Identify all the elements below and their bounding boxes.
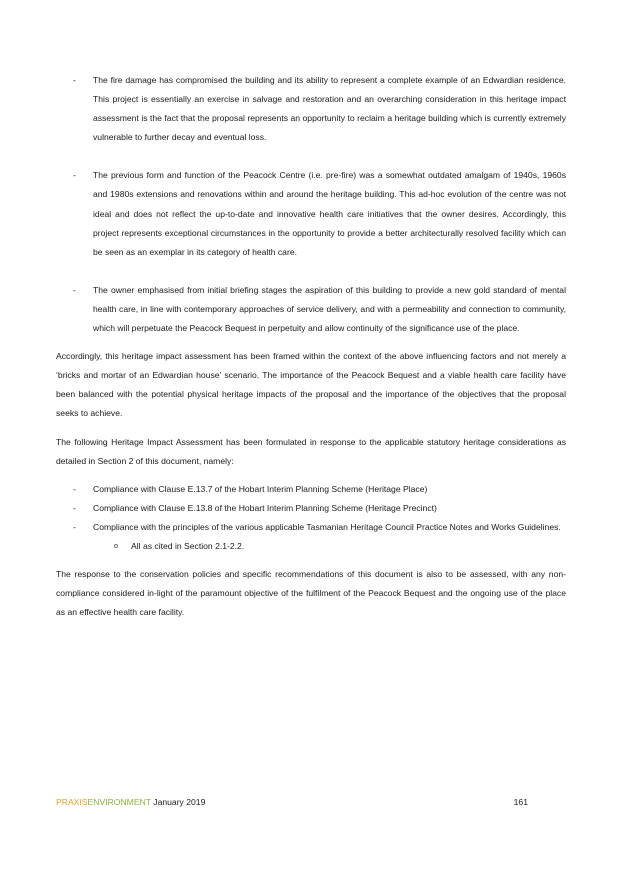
sub-bullet-text: All as cited in Section 2.1-2.2. (131, 540, 245, 551)
list-item (56, 166, 566, 261)
list-item (56, 71, 566, 147)
sub-list-item (56, 537, 566, 556)
page-number: 161 (513, 797, 528, 807)
paragraph-accordingly: Accordingly, this heritage impact assessment has been framed within the context of the above influencing factors and not merely a ‘bricks and mortar of an Edwardian house’ scenario. The importance of the Peacock Bequest and a viable health care facility have been balanced with the potential physical heritage impacts of the proposal and the importance of the objectives that the proposal seeks to achieve. (56, 351, 566, 419)
bullet-dash: - (73, 75, 76, 85)
page-content (56, 71, 566, 622)
bullet-dash: - (73, 502, 76, 513)
bullet-text: Compliance with the principles of the various applicable Tasmanian Heritage Council Practice Notes and Works Guidelines. (93, 521, 561, 532)
bullet-text: The previous form and function of the Peacock Centre (i.e. pre-fire) was a somewhat outdated amalgam of 1940s, 1960s and 1980s extensions and renovations within and around the heritage building. This ad-hoc evolution of the centre was not ideal and does not reflect the up-to-date and innovative health care initiatives that the owner desires. Accordingly, this project represents exceptional circumstances in the opportunity to provide a better architecturally resolved facility which can be seen as an exemplar in its category of health care. (93, 170, 566, 257)
bullet-dash: - (73, 521, 76, 532)
bullet-dash: - (73, 170, 76, 181)
bullet-text: Compliance with Clause E.13.8 of the Hobart Interim Planning Scheme (Heritage Precinct) (93, 502, 437, 513)
paragraph-following: The following Heritage Impact Assessment has been formulated in response to the applicable statutory heritage considerations as detailed in Section 2 of this document, namely: (56, 436, 566, 466)
bullet-dash: - (73, 483, 76, 494)
brand-environment: ENVIRONMENT (87, 797, 151, 807)
bullet-text: The fire damage has compromised the building and its ability to represent a complete example of an Edwardian residence. This project is essentially an exercise in salvage and restoration and an overarching consideration in this heritage impact assessment is the fact that the proposal represents an opportunity to reclaim a heritage building which is currently extremely vulnerable to further decay and eventual loss. (93, 75, 566, 143)
page-footer (56, 797, 566, 807)
bullet-dash: - (73, 284, 76, 295)
paragraph-response: The response to the conservation policies and specific recommendations of this document is also to be assessed, with any non-compliance considered in-light of the paramount objective of the fulfilment of the Peacock Bequest and the ongoing use of the place as an effective health care facility. (56, 569, 566, 618)
list-item (56, 281, 566, 338)
brand-praxis: PRAXIS (56, 797, 88, 807)
list-item (56, 480, 566, 499)
footer-date: January 2019 (150, 797, 206, 807)
list-item (56, 518, 566, 537)
bullet-text: The owner emphasised from initial briefing stages the aspiration of this building to provide a new gold standard of mental health care, in line with contemporary approaches of service delivery, and with a permeability and connection to community, which will perpetuate the Peacock Bequest in perpetuity and allow continuity of the significance use of the place. (93, 284, 566, 334)
compliance-list (56, 480, 566, 556)
bullet-text: Compliance with Clause E.13.7 of the Hobart Interim Planning Scheme (Heritage Place) (93, 483, 428, 494)
bullet-circle: o (114, 542, 118, 550)
list-item (56, 499, 566, 518)
